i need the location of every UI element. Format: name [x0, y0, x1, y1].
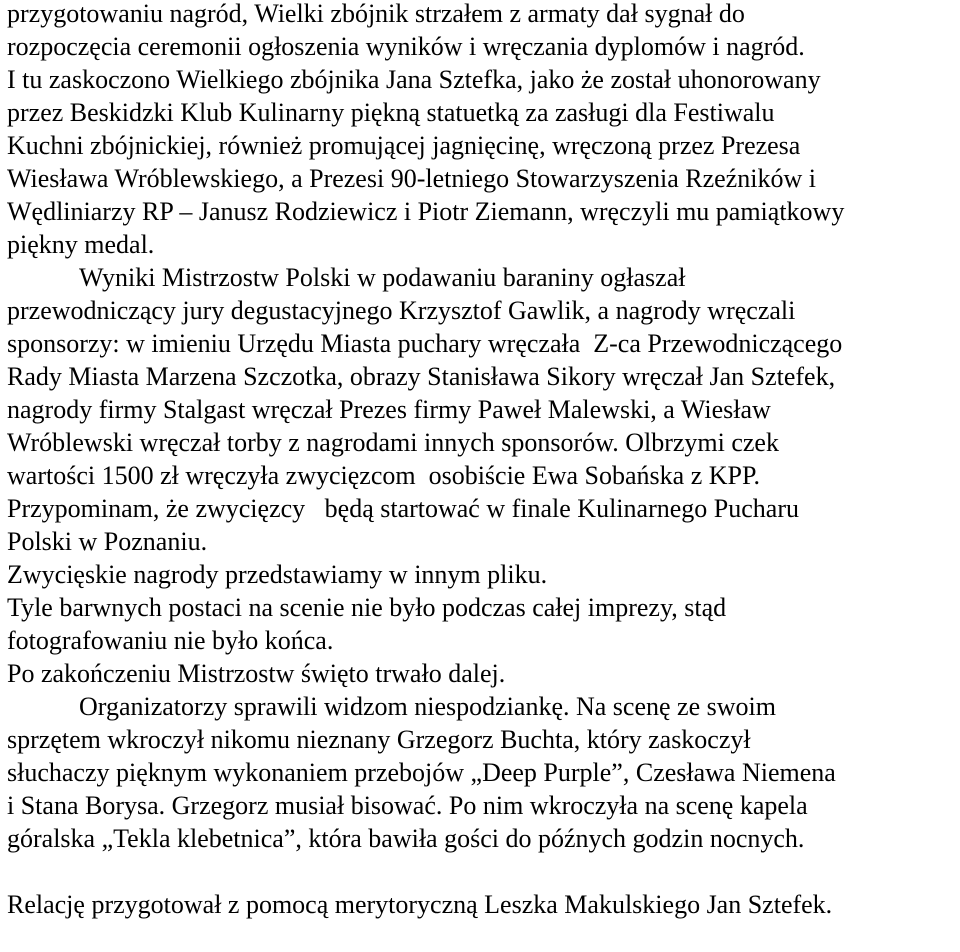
text-line: góralska „Tekla klebetnica”, która bawiła gości do późnych godzin nocnych.: [7, 824, 805, 853]
paragraph-first-line: Wyniki Mistrzostw Polski w podawaniu baraniny ogłaszał: [79, 263, 686, 292]
text-line: słuchaczy pięknym wykonaniem przebojów „Deep Purple”, Czesława Niemena: [7, 758, 836, 787]
text-line: wartości 1500 zł wręczyła zwycięzcom osobiście Ewa Sobańska z KPP.: [7, 461, 761, 490]
text-line: przez Beskidzki Klub Kulinarny piękną statuetką za zasługi dla Festiwalu: [7, 98, 775, 127]
text-line: fotografowaniu nie było końca.: [7, 626, 334, 655]
text-line: Zwycięskie nagrody przedstawiamy w innym pliku.: [7, 560, 548, 589]
text-line: Kuchni zbójnickiej, również promującej jagnięcinę, wręczoną przez Prezesa: [7, 131, 801, 160]
text-line: sponsorzy: w imieniu Urzędu Miasta puchary wręczała Z-ca Przewodniczącego: [7, 329, 843, 358]
text-line: nagrody firmy Stalgast wręczał Prezes firmy Paweł Malewski, a Wiesław: [7, 395, 771, 424]
text-line: I tu zaskoczono Wielkiego zbójnika Jana Sztefka, jako że został uhonorowany: [7, 65, 821, 94]
text-line: i Stana Borysa. Grzegorz musiał bisować. Po nim wkroczyła na scenę kapela: [7, 791, 808, 820]
text-line: przewodniczący jury degustacyjnego Krzysztof Gawlik, a nagrody wręczali: [7, 296, 796, 325]
paragraph-first-line: Organizatorzy sprawili widzom niespodziankę. Na scenę ze swoim: [79, 692, 776, 721]
text-line: piękny medal.: [7, 230, 155, 259]
text-line: Po zakończeniu Mistrzostw święto trwało dalej.: [7, 659, 506, 688]
text-line: przygotowaniu nagród, Wielki zbójnik strzałem z armaty dał sygnał do: [7, 0, 745, 28]
text-line: Wędliniarzy RP – Janusz Rodziewicz i Piotr Ziemann, wręczyli mu pamiątkowy: [7, 197, 845, 226]
text-line: Rady Miasta Marzena Szczotka, obrazy Stanisława Sikory wręczał Jan Sztefek,: [7, 362, 836, 391]
text-line: rozpoczęcia ceremonii ogłoszenia wyników i wręczania dyplomów i nagród.: [7, 32, 805, 61]
text-line: Tyle barwnych postaci na scenie nie było podczas całej imprezy, stąd: [7, 593, 727, 622]
text-line: Przypominam, że zwycięzcy będą startować w finale Kulinarnego Pucharu: [7, 494, 799, 523]
text-line: sprzętem wkroczył nikomu nieznany Grzegorz Buchta, który zaskoczył: [7, 725, 751, 754]
text-line: Polski w Poznaniu.: [7, 527, 208, 556]
text-line: Relację przygotował z pomocą merytoryczną Leszka Makulskiego Jan Sztefek.: [7, 890, 833, 919]
text-line: Wróblewski wręczał torby z nagrodami innych sponsorów. Olbrzymi czek: [7, 428, 779, 457]
text-line: Wiesława Wróblewskiego, a Prezesi 90-letniego Stowarzyszenia Rzeźników i: [7, 164, 816, 193]
